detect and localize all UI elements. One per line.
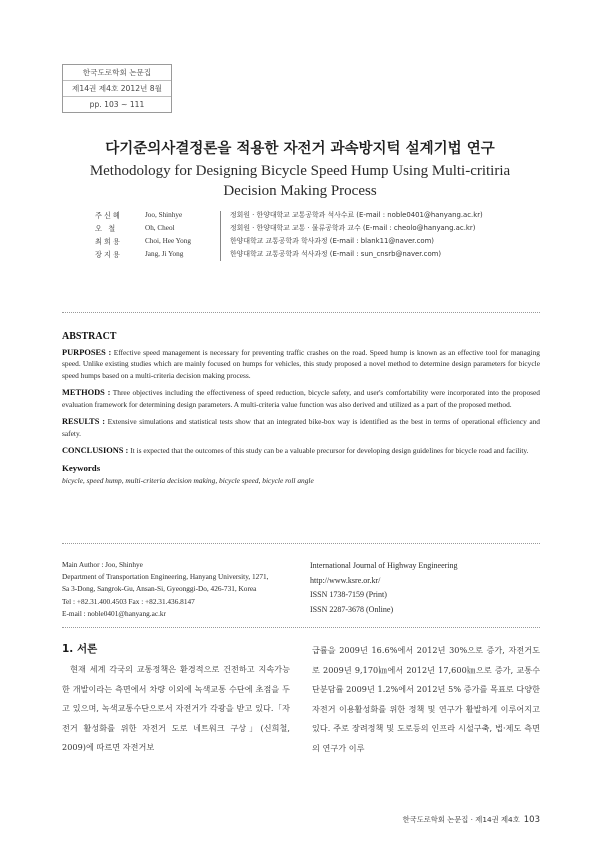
author-name-en: Jang, Ji Yong xyxy=(145,250,184,258)
contact-dept: Department of Transportation Engineering, Hanyang University, 1271, xyxy=(62,572,269,582)
title-english-line2: Decision Making Process xyxy=(223,183,377,199)
footer-journal: 한국도로학회 논문집 · 제14권 제4호 xyxy=(402,815,520,824)
abstract-purposes xyxy=(62,347,540,382)
contact-email: E-mail : noble0401@hanyang.ac.kr xyxy=(62,608,166,618)
author-name-ko: 최희용 xyxy=(95,237,122,246)
journal-name: 한국도로학회 논문집 xyxy=(82,68,152,77)
title-korean: 다기준의사결정론을 적용한 자전거 과속방지턱 설계기법 연구 xyxy=(105,141,495,157)
journal-url: http://www.ksre.or.kr/ xyxy=(310,575,381,585)
author-row xyxy=(95,248,545,261)
page-number: 103 xyxy=(523,815,540,825)
author-name-ko: 주신혜 xyxy=(95,211,122,220)
journal-volume: 제14권 제4호 2012년 8월 xyxy=(63,80,171,96)
author-affiliation: 정회원 · 한양대학교 교통공학과 석사수료 (E-mail : noble0401@hanyang.ac.kr) xyxy=(230,211,483,219)
journal-contact xyxy=(310,559,540,617)
abstract-heading: ABSTRACT xyxy=(62,331,117,342)
divider-top xyxy=(62,312,540,313)
author-name-ko: 오 철 xyxy=(95,224,118,233)
author-divider xyxy=(220,211,221,261)
issn-print: ISSN 1738-7159 (Print) xyxy=(310,590,387,599)
page-footer xyxy=(403,815,540,825)
body-paragraph: 현재 세계 각국의 교통정책은 환경적으로 건전하고 지속가능한 개발이라는 측면에서 차량 이외에 녹색교통 수단에 초점을 두고 있으며, 녹색교통수단으로서 자전거가 각광을 받고 있다.「자전거 활성화를 위한 자전거 도로 네트워크 구상」(신희철, 2009)에 따르면 자전거보 xyxy=(62,664,290,753)
purposes-label: PURPOSES : xyxy=(62,347,112,357)
methods-text: Three objectives including the effectiveness of speed reduction, bicycle safety, and user's comfortability were incorporated into the proposed evaluation framework for determining design parameters. A multi-criteria value function was also derived and utilized as a part of the proposed method. xyxy=(62,388,540,409)
main-author: Main Author : Joo, Shinhye xyxy=(62,560,143,569)
author-row xyxy=(95,235,545,248)
results-label: RESULTS : xyxy=(62,417,105,426)
author-name-en: Joo, Shinhye xyxy=(145,211,183,219)
results-text: Extensive simulations and statistical tests show that an integrated bike-box way is identified as the best in terms of operational efficiency and safety. xyxy=(62,417,540,438)
author-affiliation: 정회원 · 한양대학교 교통 · 물류공학과 교수 (E-mail : cheolo@hanyang.ac.kr) xyxy=(230,224,476,232)
author-list xyxy=(95,209,545,261)
author-affiliation: 한양대학교 교통공학과 석사과정 (E-mail : sun_cnsrb@naver.com) xyxy=(230,250,442,258)
author-contact xyxy=(62,559,302,620)
abstract-results xyxy=(62,416,540,439)
keywords-text: bicycle, speed hump, multi-criteria decision making, bicycle speed, bicycle roll angle xyxy=(62,476,314,485)
body-column-right xyxy=(312,641,540,759)
issn-online: ISSN 2287-3678 (Online) xyxy=(310,604,394,614)
abstract-methods xyxy=(62,387,540,410)
abstract-conclusions xyxy=(62,445,540,457)
author-name-en: Choi, Hee Yong xyxy=(145,237,191,245)
conclusions-label: CONCLUSIONS : xyxy=(62,446,129,455)
journal-pages: pp. 103 ~ 111 xyxy=(63,96,171,112)
contact-address: Sa 3-Dong, Sangrok-Gu, Ansan-Si, Gyeonggi-Do, 426-731, Korea xyxy=(62,584,257,594)
body-column-left xyxy=(62,660,290,758)
methods-label: METHODS : xyxy=(62,388,111,397)
body-paragraph: 급률을 2009년 16.6%에서 2012년 30%으로 증가, 자전거도로 2009년 9,170㎞에서 2012년 17,600㎞으로 증가, 교통수단분담률 2009년 1.2%에서 2012년 5% 증가를 목표로 다양한 자전거 이용활성화를 위한 정책 및 연구가 활발하게 이루어지고 있다. 주로 장려정책 및 도로등의 인프라 시설구축, 법·제도 측면의 연구가 이루 xyxy=(312,645,540,753)
purposes-text: Effective speed management is necessary for preventing traffic crashes on the road. Speed hump is known as an effective tool for managing speed. Unlike existing studies which are mainly focused on humps for vehicles, this study proposed a novel method to determine design parameters for bicycle speed humps based on a multi-criteria decision making process. xyxy=(62,347,540,380)
abstract xyxy=(62,331,540,487)
title-english-line1: Methodology for Designing Bicycle Speed Hump Using Multi-critiria xyxy=(89,163,511,179)
author-row xyxy=(95,209,545,222)
author-name-ko: 장지용 xyxy=(95,250,122,259)
author-row xyxy=(95,222,545,235)
journal-english-name: International Journal of Highway Engineering xyxy=(310,561,458,570)
divider-bottom xyxy=(62,627,540,628)
author-name-en: Oh, Cheol xyxy=(145,224,175,232)
journal-info-box xyxy=(62,64,172,113)
author-affiliation: 한양대학교 교통공학과 학사과정 (E-mail : blank11@naver.com) xyxy=(230,237,434,245)
conclusions-text: It is expected that the outcomes of this study can be a valuable precursor for developing design guidelines for bicycle road and facility. xyxy=(130,446,529,455)
section-title: 1. 서론 xyxy=(62,643,98,655)
contact-tel-fax: Tel : +82.31.400.4503 Fax : +82.31.436.8147 xyxy=(62,596,195,606)
keywords-heading: Keywords xyxy=(62,462,101,473)
divider-middle xyxy=(62,543,540,544)
title-english xyxy=(0,161,600,201)
